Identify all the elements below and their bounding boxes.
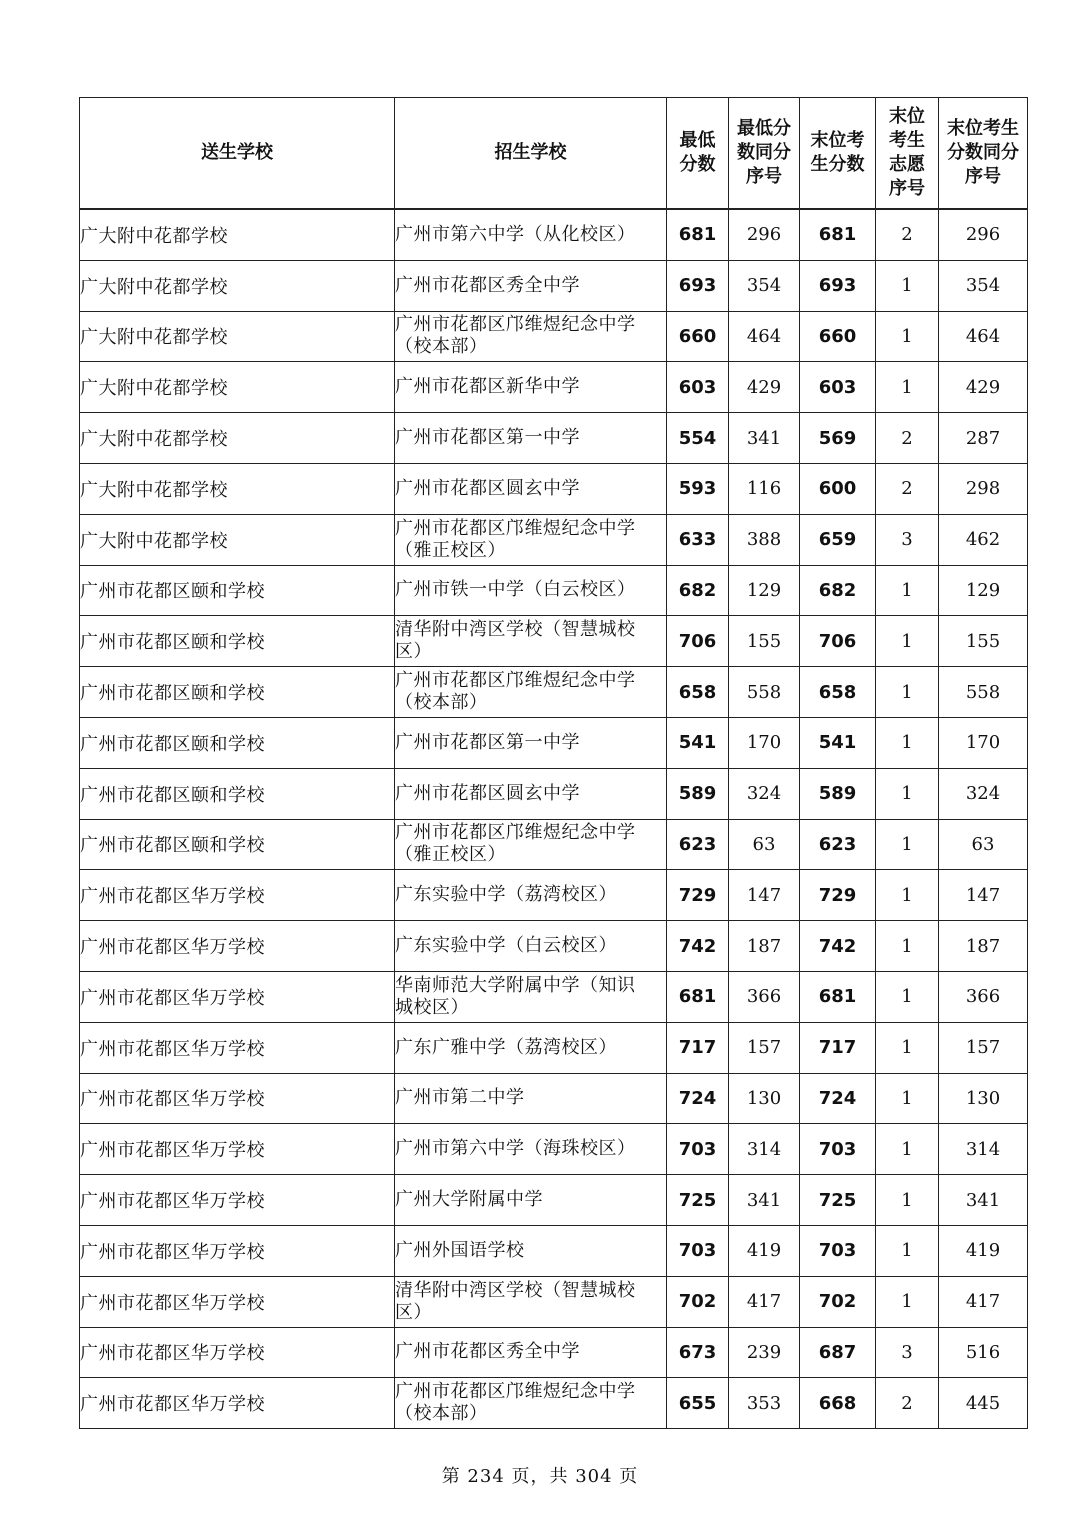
header-line: 最低分 — [737, 118, 791, 139]
min-score-rank-cell: 129 — [729, 565, 800, 616]
sending-school-cell: 广州市花都区华万学校 — [80, 1022, 395, 1073]
table-row — [80, 616, 1028, 667]
enrolling-school-line: 广州市第六中学（从化校区） — [395, 223, 636, 245]
min-score-cell: 554 — [667, 413, 729, 464]
header-last-score — [800, 98, 876, 210]
last-choice-rank-cell: 1 — [876, 870, 939, 921]
last-choice-rank-cell: 1 — [876, 565, 939, 616]
last-choice-rank-cell: 1 — [876, 921, 939, 972]
sending-school-cell: 广大附中花都学校 — [80, 463, 395, 514]
enrolling-school-cell — [395, 413, 667, 464]
enrolling-school-cell — [395, 1022, 667, 1073]
min-score-cell: 702 — [667, 1276, 729, 1327]
last-choice-rank-cell: 1 — [876, 616, 939, 667]
enrolling-school-cell — [395, 921, 667, 972]
min-score-cell: 706 — [667, 616, 729, 667]
last-score-rank-cell: 287 — [939, 413, 1028, 464]
min-score-rank-cell: 417 — [729, 1276, 800, 1327]
header-min-score-rank — [729, 98, 800, 210]
enrolling-school-line: 广州市花都区邝维煜纪念中学 — [395, 670, 636, 692]
last-score-rank-cell: 366 — [939, 971, 1028, 1022]
last-score-cell: 659 — [800, 514, 876, 565]
enrolling-school-line: 广州市铁一中学（白云校区） — [395, 579, 636, 601]
last-choice-rank-cell: 2 — [876, 209, 939, 260]
min-score-rank-cell: 388 — [729, 514, 800, 565]
enrolling-school-cell — [395, 362, 667, 413]
last-score-rank-cell: 147 — [939, 870, 1028, 921]
min-score-cell: 681 — [667, 209, 729, 260]
table-row — [80, 209, 1028, 260]
enrolling-school-line: 广州市花都区邝维煜纪念中学 — [395, 1381, 636, 1403]
last-score-rank-cell: 417 — [939, 1276, 1028, 1327]
min-score-rank-cell: 429 — [729, 362, 800, 413]
min-score-rank-cell: 170 — [729, 717, 800, 768]
min-score-cell: 681 — [667, 971, 729, 1022]
min-score-rank-cell: 155 — [729, 616, 800, 667]
min-score-rank-cell: 324 — [729, 768, 800, 819]
enrolling-school-line: （雅正校区） — [395, 539, 506, 561]
last-score-cell: 706 — [800, 616, 876, 667]
min-score-cell: 603 — [667, 362, 729, 413]
header-last-score-rank — [939, 98, 1028, 210]
table-row — [80, 768, 1028, 819]
enrolling-school-line: 广州市花都区新华中学 — [395, 376, 580, 398]
last-choice-rank-cell: 1 — [876, 1124, 939, 1175]
min-score-rank-cell: 187 — [729, 921, 800, 972]
enrolling-school-line: 广州市花都区圆玄中学 — [395, 477, 580, 499]
min-score-rank-cell: 366 — [729, 971, 800, 1022]
enrolling-school-line: 广州市花都区圆玄中学 — [395, 782, 580, 804]
last-score-rank-cell: 429 — [939, 362, 1028, 413]
enrolling-school-cell — [395, 667, 667, 718]
enrolling-school-cell — [395, 1124, 667, 1175]
enrolling-school-cell — [395, 1225, 667, 1276]
min-score-cell: 703 — [667, 1124, 729, 1175]
min-score-cell: 660 — [667, 311, 729, 362]
enrolling-school-line: （校本部） — [395, 336, 488, 358]
last-score-cell: 681 — [800, 971, 876, 1022]
header-line: 序号 — [889, 178, 925, 199]
header-last-choice-rank — [876, 98, 939, 210]
last-score-rank-cell: 170 — [939, 717, 1028, 768]
last-choice-rank-cell: 1 — [876, 1175, 939, 1226]
sending-school-cell: 广州市花都区华万学校 — [80, 1175, 395, 1226]
sending-school-cell: 广大附中花都学校 — [80, 413, 395, 464]
min-score-cell: 623 — [667, 819, 729, 870]
header-line: 送生学校 — [201, 142, 273, 163]
enrolling-school-cell — [395, 1327, 667, 1378]
last-choice-rank-cell: 1 — [876, 667, 939, 718]
last-choice-rank-cell: 1 — [876, 362, 939, 413]
table-row — [80, 514, 1028, 565]
last-score-rank-cell: 558 — [939, 667, 1028, 718]
min-score-rank-cell: 130 — [729, 1073, 800, 1124]
header-line: 末位 — [889, 106, 925, 127]
sending-school-cell: 广州市花都区华万学校 — [80, 971, 395, 1022]
enrolling-school-cell — [395, 311, 667, 362]
min-score-rank-cell: 464 — [729, 311, 800, 362]
table-row — [80, 870, 1028, 921]
last-score-cell: 703 — [800, 1124, 876, 1175]
header-line: 末位考 — [810, 130, 865, 151]
last-score-cell: 541 — [800, 717, 876, 768]
sending-school-cell: 广州市花都区颐和学校 — [80, 667, 395, 718]
last-score-cell: 693 — [800, 260, 876, 311]
header-line: 分数 — [679, 154, 716, 175]
last-score-rank-cell: 63 — [939, 819, 1028, 870]
last-choice-rank-cell: 2 — [876, 413, 939, 464]
last-score-cell: 623 — [800, 819, 876, 870]
sending-school-cell: 广州市花都区颐和学校 — [80, 768, 395, 819]
min-score-rank-cell: 157 — [729, 1022, 800, 1073]
enrolling-school-line: 广东广雅中学（荔湾校区） — [395, 1036, 617, 1058]
header-line: 最低 — [679, 130, 716, 151]
min-score-rank-cell: 239 — [729, 1327, 800, 1378]
admission-score-table — [79, 97, 1028, 1429]
enrolling-school-line: 广州市花都区秀全中学 — [395, 1341, 580, 1363]
last-score-rank-cell: 155 — [939, 616, 1028, 667]
last-score-cell: 729 — [800, 870, 876, 921]
last-score-cell: 600 — [800, 463, 876, 514]
header-line: 生分数 — [810, 154, 865, 175]
enrolling-school-line: 广州市第六中学（海珠校区） — [395, 1138, 636, 1160]
last-choice-rank-cell: 1 — [876, 1022, 939, 1073]
min-score-rank-cell: 296 — [729, 209, 800, 260]
enrolling-school-line: 广东实验中学（荔湾校区） — [395, 884, 617, 906]
page-number: 第 234 页，共 304 页 — [441, 1466, 639, 1487]
header-line: 末位考生 — [947, 118, 1019, 139]
sending-school-cell: 广大附中花都学校 — [80, 362, 395, 413]
table-row — [80, 1175, 1028, 1226]
min-score-cell: 725 — [667, 1175, 729, 1226]
sending-school-cell: 广州市花都区华万学校 — [80, 1276, 395, 1327]
enrolling-school-line: 区） — [395, 1301, 432, 1323]
table-row — [80, 311, 1028, 362]
sending-school-cell: 广州市花都区华万学校 — [80, 1225, 395, 1276]
enrolling-school-cell — [395, 616, 667, 667]
min-score-cell: 742 — [667, 921, 729, 972]
enrolling-school-cell — [395, 565, 667, 616]
table-row — [80, 717, 1028, 768]
last-score-rank-cell: 157 — [939, 1022, 1028, 1073]
min-score-rank-cell: 341 — [729, 413, 800, 464]
header-line: 数同分 — [737, 142, 791, 163]
table-row — [80, 1225, 1028, 1276]
enrolling-school-line: 广州市花都区第一中学 — [395, 731, 580, 753]
table-row — [80, 1022, 1028, 1073]
last-choice-rank-cell: 1 — [876, 1073, 939, 1124]
min-score-cell: 633 — [667, 514, 729, 565]
enrolling-school-line: 广州外国语学校 — [395, 1239, 525, 1261]
min-score-rank-cell: 314 — [729, 1124, 800, 1175]
last-score-rank-cell: 130 — [939, 1073, 1028, 1124]
min-score-rank-cell: 63 — [729, 819, 800, 870]
table-row — [80, 565, 1028, 616]
header-line: 序号 — [746, 166, 782, 187]
enrolling-school-line: 广州市花都区第一中学 — [395, 427, 580, 449]
min-score-cell: 673 — [667, 1327, 729, 1378]
min-score-cell: 658 — [667, 667, 729, 718]
min-score-cell: 717 — [667, 1022, 729, 1073]
last-score-rank-cell: 298 — [939, 463, 1028, 514]
sending-school-cell: 广大附中花都学校 — [80, 514, 395, 565]
last-choice-rank-cell: 3 — [876, 514, 939, 565]
last-choice-rank-cell: 2 — [876, 1378, 939, 1429]
last-choice-rank-cell: 1 — [876, 819, 939, 870]
last-score-rank-cell: 354 — [939, 260, 1028, 311]
sending-school-cell: 广州市花都区颐和学校 — [80, 616, 395, 667]
min-score-cell: 589 — [667, 768, 729, 819]
enrolling-school-line: 广州市花都区邝维煜纪念中学 — [395, 314, 636, 336]
last-score-rank-cell: 314 — [939, 1124, 1028, 1175]
header-sending-school — [80, 98, 395, 210]
sending-school-cell: 广州市花都区华万学校 — [80, 1073, 395, 1124]
table-row — [80, 667, 1028, 718]
enrolling-school-line: 广州市花都区邝维煜纪念中学 — [395, 822, 636, 844]
header-line: 考生 — [889, 130, 925, 151]
last-score-rank-cell: 341 — [939, 1175, 1028, 1226]
last-score-cell: 682 — [800, 565, 876, 616]
table-row — [80, 921, 1028, 972]
header-row — [80, 98, 1028, 210]
enrolling-school-cell — [395, 870, 667, 921]
enrolling-school-line: （校本部） — [395, 692, 488, 714]
enrolling-school-cell — [395, 1175, 667, 1226]
min-score-rank-cell: 341 — [729, 1175, 800, 1226]
min-score-rank-cell: 353 — [729, 1378, 800, 1429]
table-row — [80, 1276, 1028, 1327]
last-score-rank-cell: 296 — [939, 209, 1028, 260]
enrolling-school-cell — [395, 819, 667, 870]
sending-school-cell: 广大附中花都学校 — [80, 260, 395, 311]
last-score-cell: 603 — [800, 362, 876, 413]
enrolling-school-line: 华南师范大学附属中学（知识 — [395, 974, 636, 996]
sending-school-cell: 广州市花都区华万学校 — [80, 1124, 395, 1175]
min-score-rank-cell: 147 — [729, 870, 800, 921]
last-choice-rank-cell: 1 — [876, 1276, 939, 1327]
enrolling-school-line: 广州市花都区邝维煜纪念中学 — [395, 517, 636, 539]
enrolling-school-line: 清华附中湾区学校（智慧城校 — [395, 1279, 636, 1301]
table-row — [80, 971, 1028, 1022]
table-row — [80, 1327, 1028, 1378]
last-choice-rank-cell: 1 — [876, 1225, 939, 1276]
enrolling-school-line: 广州市第二中学 — [395, 1087, 525, 1109]
sending-school-cell: 广大附中花都学校 — [80, 311, 395, 362]
last-score-cell: 703 — [800, 1225, 876, 1276]
last-score-rank-cell: 464 — [939, 311, 1028, 362]
sending-school-cell: 广州市花都区颐和学校 — [80, 717, 395, 768]
enrolling-school-cell — [395, 514, 667, 565]
enrolling-school-line: （雅正校区） — [395, 844, 506, 866]
table-row — [80, 1073, 1028, 1124]
enrolling-school-line: 清华附中湾区学校（智慧城校 — [395, 619, 636, 641]
sending-school-cell: 广州市花都区华万学校 — [80, 1327, 395, 1378]
last-score-cell: 569 — [800, 413, 876, 464]
table-row — [80, 463, 1028, 514]
last-score-rank-cell: 419 — [939, 1225, 1028, 1276]
last-score-cell: 702 — [800, 1276, 876, 1327]
table-row — [80, 413, 1028, 464]
enrolling-school-cell — [395, 209, 667, 260]
last-score-cell: 742 — [800, 921, 876, 972]
table-row — [80, 362, 1028, 413]
min-score-rank-cell: 419 — [729, 1225, 800, 1276]
min-score-rank-cell: 354 — [729, 260, 800, 311]
enrolling-school-cell — [395, 1073, 667, 1124]
header-line: 分数同分 — [947, 142, 1019, 163]
last-score-cell: 687 — [800, 1327, 876, 1378]
last-choice-rank-cell: 1 — [876, 768, 939, 819]
enrolling-school-cell — [395, 717, 667, 768]
last-score-cell: 668 — [800, 1378, 876, 1429]
enrolling-school-cell — [395, 971, 667, 1022]
min-score-rank-cell: 116 — [729, 463, 800, 514]
last-score-rank-cell: 445 — [939, 1378, 1028, 1429]
enrolling-school-line: 广东实验中学（白云校区） — [395, 935, 617, 957]
last-score-cell: 724 — [800, 1073, 876, 1124]
min-score-cell: 593 — [667, 463, 729, 514]
last-score-rank-cell: 324 — [939, 768, 1028, 819]
last-score-cell: 725 — [800, 1175, 876, 1226]
sending-school-cell: 广州市花都区颐和学校 — [80, 819, 395, 870]
last-score-rank-cell: 516 — [939, 1327, 1028, 1378]
sending-school-cell: 广州市花都区华万学校 — [80, 870, 395, 921]
last-score-rank-cell: 187 — [939, 921, 1028, 972]
min-score-cell: 682 — [667, 565, 729, 616]
enrolling-school-cell — [395, 463, 667, 514]
last-choice-rank-cell: 1 — [876, 311, 939, 362]
enrolling-school-cell — [395, 768, 667, 819]
last-choice-rank-cell: 3 — [876, 1327, 939, 1378]
min-score-cell: 703 — [667, 1225, 729, 1276]
header-min-score — [667, 98, 729, 210]
table-row — [80, 819, 1028, 870]
table-row — [80, 1124, 1028, 1175]
enrolling-school-line: 广州大学附属中学 — [395, 1189, 543, 1211]
last-score-cell: 658 — [800, 667, 876, 718]
enrolling-school-line: 广州市花都区秀全中学 — [395, 274, 580, 296]
last-choice-rank-cell: 1 — [876, 260, 939, 311]
last-score-cell: 660 — [800, 311, 876, 362]
header-enrolling-school — [395, 98, 667, 210]
table-body — [80, 209, 1028, 1429]
enrolling-school-line: 区） — [395, 641, 432, 663]
enrolling-school-cell — [395, 260, 667, 311]
sending-school-cell: 广州市花都区颐和学校 — [80, 565, 395, 616]
last-choice-rank-cell: 1 — [876, 971, 939, 1022]
last-score-cell: 681 — [800, 209, 876, 260]
header-line: 序号 — [965, 166, 1001, 187]
enrolling-school-line: 城校区） — [395, 996, 469, 1018]
min-score-cell: 541 — [667, 717, 729, 768]
min-score-cell: 693 — [667, 260, 729, 311]
table-header — [80, 98, 1028, 210]
enrolling-school-cell — [395, 1378, 667, 1429]
sending-school-cell: 广大附中花都学校 — [80, 209, 395, 260]
last-score-cell: 717 — [800, 1022, 876, 1073]
min-score-cell: 729 — [667, 870, 729, 921]
table-row — [80, 260, 1028, 311]
last-choice-rank-cell: 1 — [876, 717, 939, 768]
min-score-cell: 724 — [667, 1073, 729, 1124]
sending-school-cell: 广州市花都区华万学校 — [80, 1378, 395, 1429]
enrolling-school-line: （校本部） — [395, 1403, 488, 1425]
last-choice-rank-cell: 2 — [876, 463, 939, 514]
last-score-rank-cell: 129 — [939, 565, 1028, 616]
min-score-cell: 655 — [667, 1378, 729, 1429]
enrolling-school-cell — [395, 1276, 667, 1327]
last-score-cell: 589 — [800, 768, 876, 819]
table-row — [80, 1378, 1028, 1429]
last-score-rank-cell: 462 — [939, 514, 1028, 565]
min-score-rank-cell: 558 — [729, 667, 800, 718]
header-line: 志愿 — [889, 154, 925, 175]
header-line: 招生学校 — [494, 142, 567, 163]
sending-school-cell: 广州市花都区华万学校 — [80, 921, 395, 972]
